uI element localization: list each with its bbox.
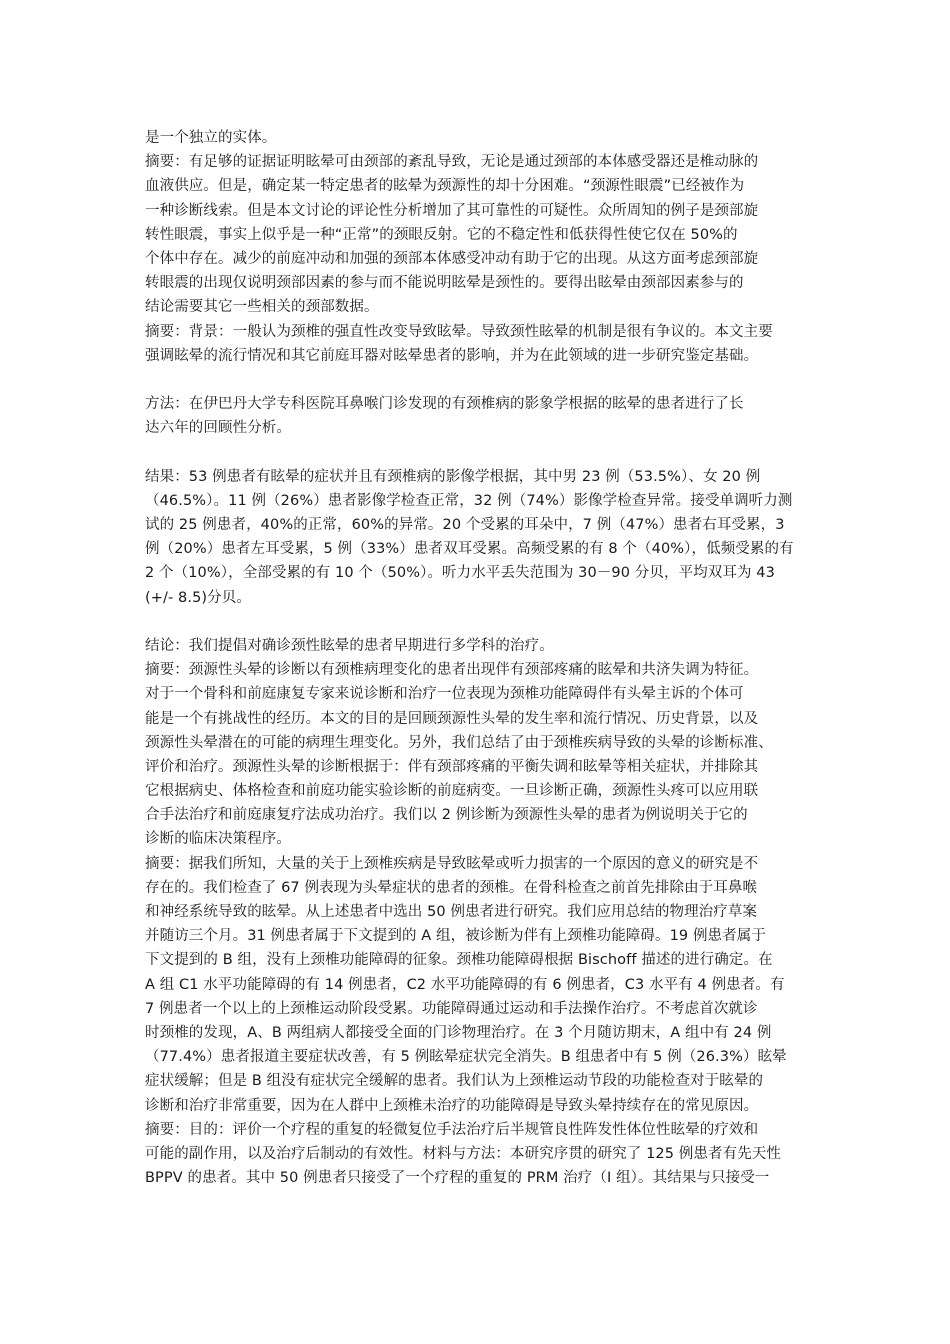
text-line: 结果：53 例患者有眩晕的症状并且有颈椎病的影像学根据，其中男 23 例（53.5%）、女 20 例	[145, 468, 761, 485]
text-line: 结论需要其它一些相关的颈部数据。	[145, 299, 379, 316]
text-line: 转性眼震，事实上似乎是一种“正常”的颈眼反射。它的不稳定性和低获得性使它仅在 50%的	[145, 226, 738, 243]
text-line: 诊断和治疗非常重要，因为在人群中上颈椎未治疗的功能障碍是导致头晕持续存在的常见原因。	[145, 1097, 759, 1114]
text-line: （46.5%）。11 例（26%）患者影像学检查正常，32 例（74%）影像学检查异常。接受单调听力测	[145, 492, 793, 509]
text-line: (+/- 8.5)分贝。	[145, 589, 251, 606]
text-line: 血液供应。但是，确定某一特定患者的眩晕为颈源性的却十分困难。“颈源性眼震”已经被作为	[145, 178, 745, 195]
text-line: 能是一个有挑战性的经历。本文的目的是回顾颈源性头晕的发生率和流行情况、历史背景，以及	[145, 710, 759, 727]
paragraph-gap	[145, 368, 810, 392]
text-line: 摘要：背景：一般认为颈椎的强直性改变导致眩晕。导致颈性眩晕的机制是很有争议的。本文主要	[145, 323, 773, 340]
text-line: 合手法治疗和前庭康复疗法成功治疗。我们以 2 例诊断为颈源性头晕的患者为例说明关于它的	[145, 807, 748, 824]
text-line: 并随访三个月。31 例患者属于下文提到的 A 组，被诊断为伴有上颈椎功能障碍。19 例患者属于	[145, 928, 766, 945]
text-line: 摘要：有足够的证据证明眩晕可由颈部的紊乱导致，无论是通过颈部的本体感受器还是椎动脉的	[145, 154, 759, 171]
text-line: 7 例患者一个以上的上颈椎运动阶段受累。功能障碍通过运动和手法操作治疗。不考虑首次就诊	[145, 1000, 758, 1017]
text-line: 方法：在伊巴丹大学专科医院耳鼻喉门诊发现的有颈椎病的影象学根据的眩晕的患者进行了长	[145, 396, 744, 413]
text-line: 试的 25 例患者，40%的正常，60%的异常。20 个受累的耳朵中，7 例（47%）患者右耳受累，3	[145, 517, 785, 533]
text-line: 例（20%）患者左耳受累，5 例（33%）患者双耳受累。高频受累的有 8 个（40%），低频受累的有	[145, 541, 794, 558]
text-line: 时颈椎的发现，A、B 两组病人都接受全面的门诊物理治疗。在 3 个月随访期末，A 组中有 24 例	[145, 1024, 772, 1041]
paragraph-gap	[145, 610, 810, 634]
text-line: 可能的副作用，以及治疗后制动的有效性。材料与方法：本研究序贯的研究了 125 例患者有先天性	[145, 1145, 781, 1162]
text-line: 强调眩晕的流行情况和其它前庭耳器对眩晕患者的影响，并为在此领域的进一步研究鉴定基础。	[145, 347, 759, 364]
text-line: 症状缓解；但是 B 组没有症状完全缓解的患者。我们认为上颈椎运动节段的功能检查对于眩晕的	[145, 1073, 764, 1090]
text-line: 和神经系统导致的眩晕。从上述患者中选出 50 例患者进行研究。我们应用总结的物理治疗草案	[145, 904, 758, 920]
text-line: 颈源性头晕潜在的可能的病理生理变化。另外，我们总结了由于颈椎疾病导致的头晕的诊断标准、	[145, 734, 773, 751]
text-line: A 组 C1 水平功能障碍的有 14 例患者，C2 水平功能障碍的有 6 例患者，C3 水平有 4 例患者。有	[145, 976, 785, 993]
text-line: 摘要：颈源性头晕的诊断以有颈椎病理变化的患者出现伴有颈部疼痛的眩晕和共济失调为特征。	[145, 662, 759, 679]
text-line: 结论：我们提倡对确诊颈性眩晕的患者早期进行多学科的治疗。	[145, 637, 554, 654]
text-line: 评价和治疗。颈源性头晕的诊断根据于：伴有颈部疼痛的平衡失调和眩晕等相关症状，并排除其	[145, 758, 759, 775]
text-line: 2 个（10%），全部受累的有 10 个（50%）。听力水平丢失范围为 30－90 分贝，平均双耳为 43	[145, 565, 775, 582]
text-line: BPPV 的患者。其中 50 例患者只接受了一个疗程的重复的 PRM 治疗（I 组）。其结果与只接受一	[145, 1170, 770, 1187]
paragraph-gap	[145, 440, 810, 464]
text-line: 达六年的回顾性分析。	[145, 420, 291, 437]
text-line: 摘要：据我们所知，大量的关于上颈椎疾病是导致眩晕或听力损害的一个原因的意义的研究是不	[145, 855, 759, 872]
text-line: 摘要：目的：评价一个疗程的重复的轻微复位手法治疗后半规管良性阵发性体位性眩晕的疗效和	[145, 1121, 759, 1138]
text-line: 它根据病史、体格检查和前庭功能实验诊断的前庭病变。一旦诊断正确，颈源性头疼可以应用联	[145, 783, 759, 800]
text-line: 存在的。我们检查了 67 例表现为头晕症状的患者的颈椎。在骨科检查之前首先排除由于耳鼻喉	[145, 879, 758, 896]
text-line: 对于一个骨科和前庭康复专家来说诊断和治疗一位表现为颈椎功能障碍伴有头晕主诉的个体可	[145, 686, 744, 703]
text-line: 是一个独立的实体。	[145, 130, 277, 146]
text-line: 诊断的临床决策程序。	[145, 831, 291, 848]
text-line: 下文提到的 B 组，没有上颈椎功能障碍的征象。颈椎功能障碍根据 Bischoff 描述的进行确定。在	[145, 952, 773, 969]
text-line: 个体中存在。减少的前庭冲动和加强的颈部本体感受冲动有助于它的出现。从这方面考虑颈部旋	[145, 250, 759, 267]
text-line: （77.4%）患者报道主要症状改善，有 5 例眩晕症状完全消失。B 组患者中有 5 例（26.3%）眩晕	[145, 1049, 787, 1066]
document-body	[145, 126, 810, 1190]
text-line: 转眼震的出现仅说明颈部因素的参与而不能说明眩晕是颈性的。要得出眩晕由颈部因素参与的	[145, 275, 744, 292]
text-line: 一种诊断线索。但是本文讨论的评论性分析增加了其可靠性的可疑性。众所周知的例子是颈部旋	[145, 202, 759, 219]
